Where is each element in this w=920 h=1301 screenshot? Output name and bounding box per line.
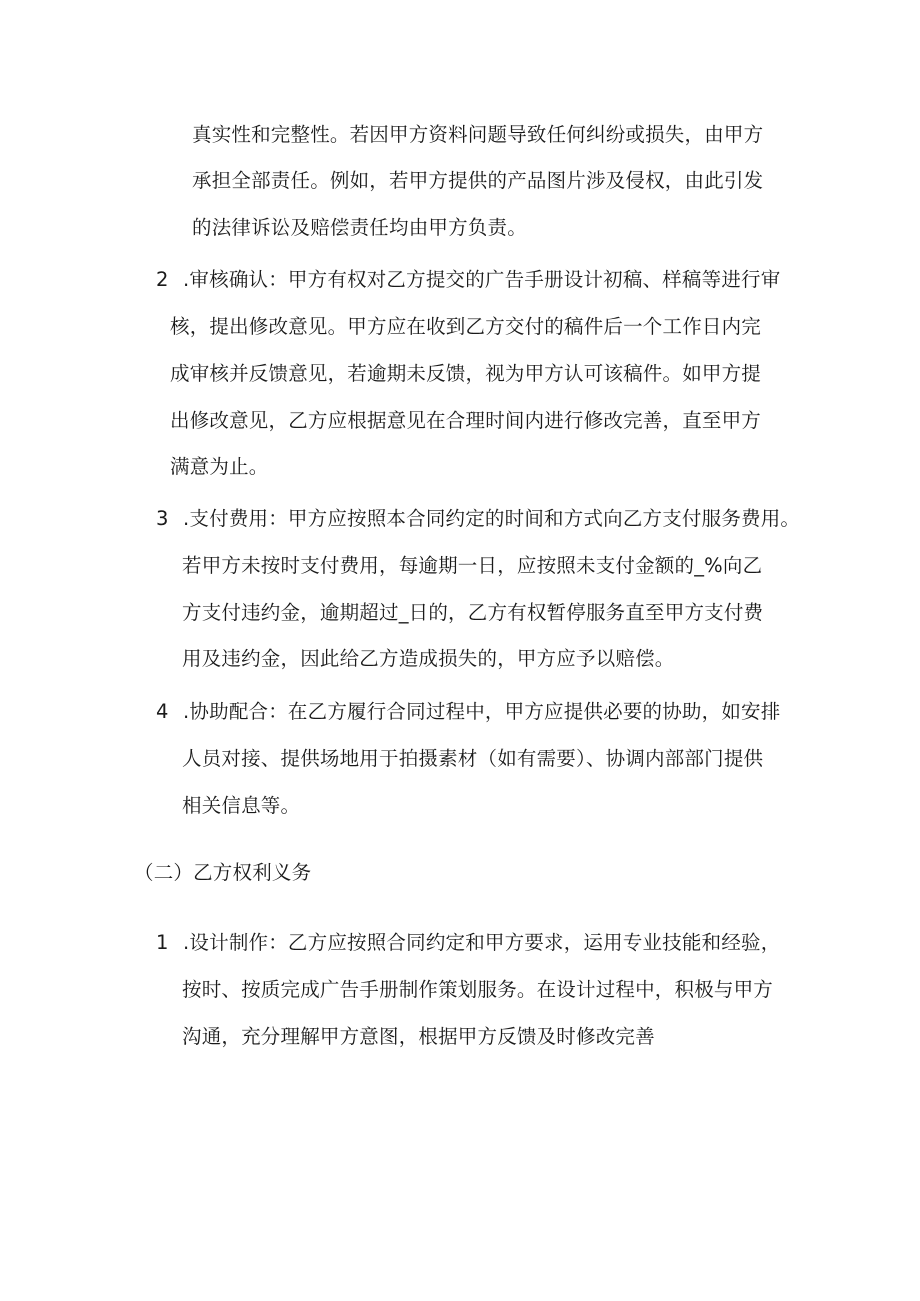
paragraph-line: 满意为止。 — [170, 455, 269, 478]
paragraph-line: 人员对接、提供场地用于拍摄素材（如有需要）、协调内部部门提供 — [182, 747, 764, 770]
paragraph-line: 核，提出修改意见。甲方应在收到乙方交付的稿件后一个工作日内完 — [170, 315, 762, 338]
clause-text: .协助配合：在乙方履行合同过程中，甲方应提供必要的协助，如安排 — [183, 700, 781, 723]
paragraph-line: 出修改意见，乙方应根据意见在合理时间内进行修改完善，直至甲方 — [170, 409, 762, 432]
clause-number: 3 — [156, 507, 169, 530]
clause-text: .审核确认：甲方有权对乙方提交的广告手册设计初稿、样稿等进行审 — [183, 268, 781, 291]
clause-number: 4 — [156, 700, 169, 723]
paragraph-line: 沟通，充分理解甲方意图，根据甲方反馈及时修改完善 — [182, 1025, 655, 1048]
clause-text: .设计制作：乙方应按照合同约定和甲方要求，运用专业技能和经验， — [183, 931, 781, 954]
clause-2-first-line — [156, 266, 780, 294]
paragraph-line: 方支付违约金，逾期超过_日的，乙方有权暂停服务直至甲方支付费 — [182, 601, 764, 624]
clause-number: 2 — [156, 268, 169, 291]
clause-number: 1 — [156, 931, 169, 954]
paragraph-line: 相关信息等。 — [182, 794, 301, 817]
clause-3-first-line — [156, 505, 800, 533]
paragraph-line: 成审核并反馈意见，若逾期未反馈，视为甲方认可该稿件。如甲方提 — [170, 362, 762, 385]
clause-b1-first-line — [156, 929, 780, 957]
paragraph-line: 若甲方未按时支付费用，每逾期一日，应按照未支付金额的_%向乙 — [182, 554, 763, 577]
paragraph-line: 承担全部责任。例如，若甲方提供的产品图片涉及侵权，由此引发 — [192, 169, 764, 192]
section-heading: （二）乙方权利义务 — [134, 861, 312, 884]
paragraph-line: 按时、按质完成广告手册制作策划服务。在设计过程中，积极与甲方 — [182, 978, 774, 1001]
paragraph-line: 真实性和完整性。若因甲方资料问题导致任何纠纷或损失，由甲方 — [192, 123, 764, 146]
clause-text: .支付费用：甲方应按照本合同约定的时间和方式向乙方支付服务费用。 — [183, 507, 801, 530]
paragraph-line: 用及违约金，因此给乙方造成损失的，甲方应予以赔偿。 — [182, 647, 675, 670]
paragraph-line: 的法律诉讼及赔偿责任均由甲方负责。 — [192, 216, 527, 239]
clause-4-first-line — [156, 698, 780, 726]
